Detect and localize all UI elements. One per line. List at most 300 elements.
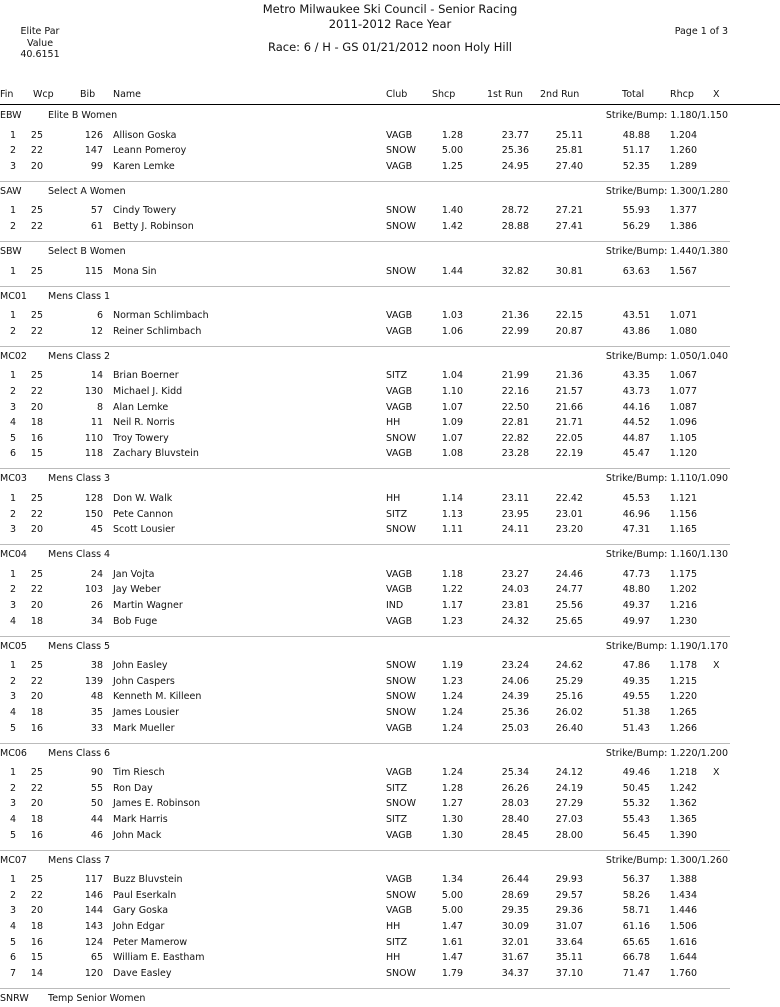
cell-fin: 4 (9, 417, 16, 429)
cell-name: Norman Schlimbach (113, 310, 209, 322)
section-header-snrw (0, 993, 780, 1007)
cell-fin: 2 (9, 675, 16, 687)
cell-club: SNOW (386, 798, 417, 810)
cell-run2: 21.66 (555, 401, 583, 413)
cell-club: HH (386, 492, 401, 504)
cell-fin: 1 (9, 568, 16, 580)
table-row (0, 448, 780, 462)
cell-total: 66.78 (622, 952, 650, 964)
cell-x: X (713, 660, 720, 672)
table-row (0, 616, 780, 630)
cell-run2: 24.77 (555, 584, 583, 596)
cell-fin: 1 (9, 874, 16, 886)
table-row (0, 874, 780, 888)
elite-par-label: Elite Par (20, 26, 60, 37)
cell-wcp: 15 (30, 952, 43, 964)
cell-bib: 57 (90, 205, 103, 217)
cell-shcp: 1.24 (441, 767, 463, 779)
cell-shcp: 1.19 (441, 660, 463, 672)
cell-name: Ron Day (113, 782, 153, 794)
cell-wcp: 18 (30, 615, 43, 627)
cell-run1: 26.26 (501, 782, 529, 794)
table-row (0, 952, 780, 966)
cell-rhcp: 1.644 (669, 952, 697, 964)
cell-shcp: 1.40 (441, 205, 463, 217)
section-code: MC02 (0, 350, 27, 362)
cell-wcp: 25 (30, 370, 43, 382)
cell-shcp: 1.47 (441, 920, 463, 932)
cell-bib: 44 (90, 813, 103, 825)
table-row (0, 660, 780, 674)
cell-wcp: 18 (30, 920, 43, 932)
cell-club: VAGB (386, 325, 413, 337)
cell-fin: 5 (9, 936, 16, 948)
col-club: Club (386, 89, 408, 100)
cell-wcp: 20 (30, 905, 43, 917)
section-header-mc03 (0, 473, 780, 487)
cell-fin: 3 (9, 691, 16, 703)
cell-run2: 26.40 (555, 722, 583, 734)
table-row (0, 814, 780, 828)
cell-total: 47.86 (622, 660, 650, 672)
cell-run2: 24.62 (555, 660, 583, 672)
cell-bib: 12 (90, 325, 103, 337)
cell-shcp: 1.14 (441, 492, 463, 504)
report-title: Metro Milwaukee Ski Council - Senior Racing (262, 2, 518, 16)
cell-rhcp: 1.202 (669, 584, 697, 596)
cell-wcp: 25 (30, 660, 43, 672)
cell-name: William E. Eastham (113, 952, 205, 964)
section-divider (0, 850, 730, 851)
table-row (0, 921, 780, 935)
cell-name: John Easley (113, 660, 168, 672)
cell-wcp: 25 (30, 492, 43, 504)
section-code: MC06 (0, 747, 27, 759)
column-header-row (0, 89, 780, 103)
cell-fin: 1 (9, 129, 16, 141)
section-header-sbw (0, 246, 780, 260)
table-row (0, 723, 780, 737)
cell-shcp: 1.13 (441, 508, 463, 520)
cell-total: 43.73 (622, 385, 650, 397)
cell-fin: 2 (9, 325, 16, 337)
cell-shcp: 1.23 (441, 675, 463, 687)
cell-shcp: 1.24 (441, 706, 463, 718)
cell-club: VAGB (386, 767, 413, 779)
section-code: MC03 (0, 473, 27, 485)
cell-club: SNOW (386, 265, 417, 277)
col-bib: Bib (80, 89, 96, 100)
section-label: Mens Class 5 (48, 640, 111, 652)
cell-rhcp: 1.087 (669, 401, 697, 413)
cell-shcp: 1.22 (441, 584, 463, 596)
cell-fin: 2 (9, 584, 16, 596)
cell-rhcp: 1.230 (669, 615, 697, 627)
cell-bib: 150 (84, 508, 103, 520)
cell-name: Troy Towery (113, 432, 169, 444)
cell-run1: 23.11 (501, 492, 529, 504)
cell-wcp: 22 (30, 145, 43, 157)
cell-run2: 20.87 (555, 325, 583, 337)
cell-run2: 22.19 (555, 448, 583, 460)
cell-name: Alan Lemke (113, 401, 169, 413)
cell-name: John Edgar (113, 920, 165, 932)
cell-fin: 1 (9, 310, 16, 322)
section-divider (0, 636, 730, 637)
cell-run2: 22.05 (555, 432, 583, 444)
cell-run2: 24.19 (555, 782, 583, 794)
cell-total: 44.52 (622, 417, 650, 429)
cell-bib: 34 (90, 615, 103, 627)
cell-shcp: 1.27 (441, 798, 463, 810)
cell-run1: 21.99 (501, 370, 529, 382)
cell-fin: 3 (9, 160, 16, 172)
cell-name: Jan Vojta (113, 568, 155, 580)
cell-wcp: 14 (30, 967, 43, 979)
cell-run1: 28.72 (501, 205, 529, 217)
cell-rhcp: 1.105 (669, 432, 697, 444)
cell-bib: 120 (84, 967, 103, 979)
cell-run1: 30.09 (501, 920, 529, 932)
cell-wcp: 16 (30, 829, 43, 841)
cell-rhcp: 1.362 (669, 798, 697, 810)
cell-club: SNOW (386, 220, 417, 232)
cell-club: IND (386, 599, 404, 611)
cell-name: Dave Easley (113, 967, 172, 979)
cell-wcp: 18 (30, 706, 43, 718)
cell-bib: 45 (90, 524, 103, 536)
cell-club: VAGB (386, 385, 413, 397)
cell-run2: 29.57 (555, 889, 583, 901)
cell-name: Betty J. Robinson (113, 220, 194, 232)
race-info: Race: 6 / H - GS 01/21/2012 noon Holy Hill (267, 40, 512, 54)
cell-shcp: 1.06 (441, 325, 463, 337)
table-row (0, 937, 780, 951)
cell-bib: 115 (84, 265, 103, 277)
cell-name: Zachary Bluvstein (113, 448, 199, 460)
cell-bib: 38 (90, 660, 103, 672)
cell-bib: 124 (84, 936, 103, 948)
cell-run1: 34.37 (501, 967, 529, 979)
cell-run2: 29.36 (555, 905, 583, 917)
section-label: Mens Class 6 (48, 747, 111, 759)
cell-name: Tim Riesch (113, 767, 165, 779)
table-row (0, 145, 780, 159)
cell-wcp: 22 (30, 508, 43, 520)
table-row (0, 830, 780, 844)
section-header-ebw (0, 110, 780, 124)
cell-rhcp: 1.386 (669, 220, 697, 232)
cell-total: 46.96 (622, 508, 650, 520)
cell-name: Michael J. Kidd (113, 385, 183, 397)
cell-name: Allison Goska (113, 129, 177, 141)
cell-run2: 29.93 (555, 874, 583, 886)
cell-rhcp: 1.120 (669, 448, 697, 460)
section-label: Mens Class 7 (48, 854, 111, 866)
cell-rhcp: 1.506 (669, 920, 697, 932)
cell-wcp: 22 (30, 889, 43, 901)
cell-bib: 65 (90, 952, 103, 964)
cell-name: Mark Harris (113, 813, 168, 825)
cell-bib: 8 (96, 401, 103, 413)
cell-run1: 28.40 (501, 813, 529, 825)
cell-fin: 2 (9, 508, 16, 520)
table-row (0, 524, 780, 538)
cell-rhcp: 1.434 (669, 889, 697, 901)
col-run2: 2nd Run (540, 89, 580, 100)
section-header-mc05 (0, 641, 780, 655)
section-divider (0, 988, 730, 989)
table-row (0, 600, 780, 614)
cell-shcp: 1.09 (441, 417, 463, 429)
cell-bib: 6 (96, 310, 103, 322)
cell-club: SNOW (386, 675, 417, 687)
cell-club: SNOW (386, 432, 417, 444)
cell-wcp: 25 (30, 310, 43, 322)
table-row (0, 221, 780, 235)
section-divider (0, 468, 730, 469)
cell-rhcp: 1.218 (669, 767, 697, 779)
section-header-mc02 (0, 351, 780, 365)
section-code: MC07 (0, 854, 27, 866)
table-row (0, 509, 780, 523)
cell-total: 43.51 (622, 310, 650, 322)
section-header-mc04 (0, 549, 780, 563)
cell-fin: 1 (9, 492, 16, 504)
cell-wcp: 20 (30, 524, 43, 536)
cell-wcp: 20 (30, 160, 43, 172)
cell-wcp: 18 (30, 813, 43, 825)
cell-run2: 24.12 (555, 767, 583, 779)
cell-run2: 23.01 (555, 508, 583, 520)
cell-name: Neil R. Norris (113, 417, 175, 429)
table-row (0, 326, 780, 340)
col-fin: Fin (0, 89, 14, 100)
cell-club: HH (386, 952, 401, 964)
table-row (0, 205, 780, 219)
cell-club: SITZ (386, 813, 408, 825)
cell-rhcp: 1.220 (669, 691, 697, 703)
cell-name: James Lousier (113, 706, 179, 718)
section-code: SAW (0, 185, 22, 197)
cell-rhcp: 1.388 (669, 874, 697, 886)
cell-rhcp: 1.390 (669, 829, 697, 841)
cell-rhcp: 1.080 (669, 325, 697, 337)
cell-run1: 22.50 (501, 401, 529, 413)
cell-shcp: 5.00 (441, 889, 463, 901)
table-row (0, 402, 780, 416)
cell-name: Kenneth M. Killeen (113, 691, 202, 703)
cell-total: 56.45 (622, 829, 650, 841)
cell-rhcp: 1.071 (669, 310, 697, 322)
cell-total: 43.86 (622, 325, 650, 337)
table-row (0, 707, 780, 721)
table-row (0, 266, 780, 280)
col-x: X (713, 89, 720, 100)
cell-run2: 22.15 (555, 310, 583, 322)
cell-wcp: 15 (30, 448, 43, 460)
race-year: 2011-2012 Race Year (328, 17, 452, 31)
cell-wcp: 22 (30, 584, 43, 596)
cell-club: SNOW (386, 660, 417, 672)
cell-fin: 4 (9, 920, 16, 932)
cell-run1: 23.24 (501, 660, 529, 672)
cell-run2: 23.20 (555, 524, 583, 536)
cell-wcp: 25 (30, 568, 43, 580)
cell-rhcp: 1.289 (669, 160, 697, 172)
cell-shcp: 1.03 (441, 310, 463, 322)
cell-run1: 28.69 (501, 889, 529, 901)
cell-total: 65.65 (622, 936, 650, 948)
cell-club: VAGB (386, 129, 413, 141)
cell-run2: 27.29 (555, 798, 583, 810)
section-label: Mens Class 3 (48, 473, 111, 485)
cell-run1: 23.77 (501, 129, 529, 141)
cell-run1: 25.36 (501, 706, 529, 718)
section-label: Mens Class 1 (48, 290, 111, 302)
cell-run2: 25.11 (555, 129, 583, 141)
cell-name: Bob Fuge (113, 615, 158, 627)
table-row (0, 905, 780, 919)
cell-club: SNOW (386, 889, 417, 901)
cell-rhcp: 1.204 (669, 129, 697, 141)
cell-fin: 4 (9, 813, 16, 825)
cell-total: 47.31 (622, 524, 650, 536)
table-row (0, 386, 780, 400)
cell-run2: 27.21 (555, 205, 583, 217)
cell-rhcp: 1.096 (669, 417, 697, 429)
section-code: SNRW (0, 992, 29, 1004)
cell-rhcp: 1.265 (669, 706, 697, 718)
cell-run2: 21.36 (555, 370, 583, 382)
cell-shcp: 1.08 (441, 448, 463, 460)
cell-rhcp: 1.215 (669, 675, 697, 687)
cell-run2: 25.65 (555, 615, 583, 627)
cell-bib: 50 (90, 798, 103, 810)
cell-shcp: 1.42 (441, 220, 463, 232)
table-row (0, 584, 780, 598)
cell-shcp: 1.24 (441, 691, 463, 703)
cell-run1: 26.44 (501, 874, 529, 886)
cell-name: Leann Pomeroy (113, 145, 187, 157)
cell-rhcp: 1.260 (669, 145, 697, 157)
cell-club: SITZ (386, 370, 408, 382)
cell-name: Peter Mamerow (113, 936, 188, 948)
col-wcp: Wcp (33, 89, 54, 100)
cell-club: VAGB (386, 584, 413, 596)
cell-rhcp: 1.446 (669, 905, 697, 917)
cell-shcp: 1.07 (441, 432, 463, 444)
cell-wcp: 25 (30, 129, 43, 141)
cell-club: SNOW (386, 706, 417, 718)
cell-run1: 25.36 (501, 145, 529, 157)
cell-name: Mona Sin (113, 265, 157, 277)
cell-name: Buzz Bluvstein (113, 874, 183, 886)
table-row (0, 370, 780, 384)
cell-total: 49.37 (622, 599, 650, 611)
cell-run1: 32.01 (501, 936, 529, 948)
section-label: Select A Women (48, 185, 126, 197)
cell-fin: 4 (9, 706, 16, 718)
table-row (0, 783, 780, 797)
cell-shcp: 1.17 (441, 599, 463, 611)
table-row (0, 890, 780, 904)
cell-run2: 37.10 (555, 967, 583, 979)
cell-bib: 139 (84, 675, 103, 687)
cell-wcp: 16 (30, 722, 43, 734)
cell-name: Karen Lemke (113, 160, 175, 172)
section-header-saw (0, 186, 780, 200)
cell-total: 55.93 (622, 205, 650, 217)
cell-shcp: 1.61 (441, 936, 463, 948)
table-row (0, 417, 780, 431)
cell-bib: 90 (90, 767, 103, 779)
cell-rhcp: 1.242 (669, 782, 697, 794)
cell-bib: 48 (90, 691, 103, 703)
cell-total: 58.26 (622, 889, 650, 901)
cell-total: 55.43 (622, 813, 650, 825)
cell-wcp: 25 (30, 265, 43, 277)
cell-rhcp: 1.165 (669, 524, 697, 536)
cell-run1: 29.35 (501, 905, 529, 917)
cell-bib: 147 (84, 145, 103, 157)
cell-rhcp: 1.760 (669, 967, 697, 979)
table-row (0, 569, 780, 583)
cell-bib: 126 (84, 129, 103, 141)
cell-run1: 22.81 (501, 417, 529, 429)
cell-club: SITZ (386, 508, 408, 520)
cell-name: John Mack (113, 829, 162, 841)
cell-fin: 3 (9, 524, 16, 536)
cell-shcp: 1.18 (441, 568, 463, 580)
cell-bib: 128 (84, 492, 103, 504)
cell-rhcp: 1.121 (669, 492, 697, 504)
cell-name: James E. Robinson (113, 798, 201, 810)
cell-run2: 26.02 (555, 706, 583, 718)
cell-shcp: 1.07 (441, 401, 463, 413)
cell-run2: 27.41 (555, 220, 583, 232)
cell-name: Jay Weber (113, 584, 161, 596)
section-divider (0, 241, 730, 242)
cell-club: SNOW (386, 967, 417, 979)
cell-total: 56.37 (622, 874, 650, 886)
cell-total: 49.55 (622, 691, 650, 703)
cell-total: 52.35 (622, 160, 650, 172)
cell-bib: 144 (84, 905, 103, 917)
cell-total: 43.35 (622, 370, 650, 382)
cell-fin: 1 (9, 265, 16, 277)
cell-club: VAGB (386, 874, 413, 886)
table-row (0, 161, 780, 175)
col-rhcp: Rhcp (670, 89, 694, 100)
table-row (0, 798, 780, 812)
table-row (0, 493, 780, 507)
page-number: Page 1 of 3 (674, 26, 728, 37)
cell-fin: 2 (9, 782, 16, 794)
cell-club: SITZ (386, 936, 408, 948)
cell-fin: 6 (9, 448, 16, 460)
cell-run2: 33.64 (555, 936, 583, 948)
cell-rhcp: 1.178 (669, 660, 697, 672)
strike-bump: Strike/Bump: 1.220/1.200 (605, 747, 728, 759)
cell-fin: 1 (9, 370, 16, 382)
cell-club: VAGB (386, 905, 413, 917)
cell-rhcp: 1.156 (669, 508, 697, 520)
cell-rhcp: 1.616 (669, 936, 697, 948)
cell-fin: 1 (9, 660, 16, 672)
elite-par-value-label: Value (26, 38, 54, 49)
cell-run2: 27.03 (555, 813, 583, 825)
